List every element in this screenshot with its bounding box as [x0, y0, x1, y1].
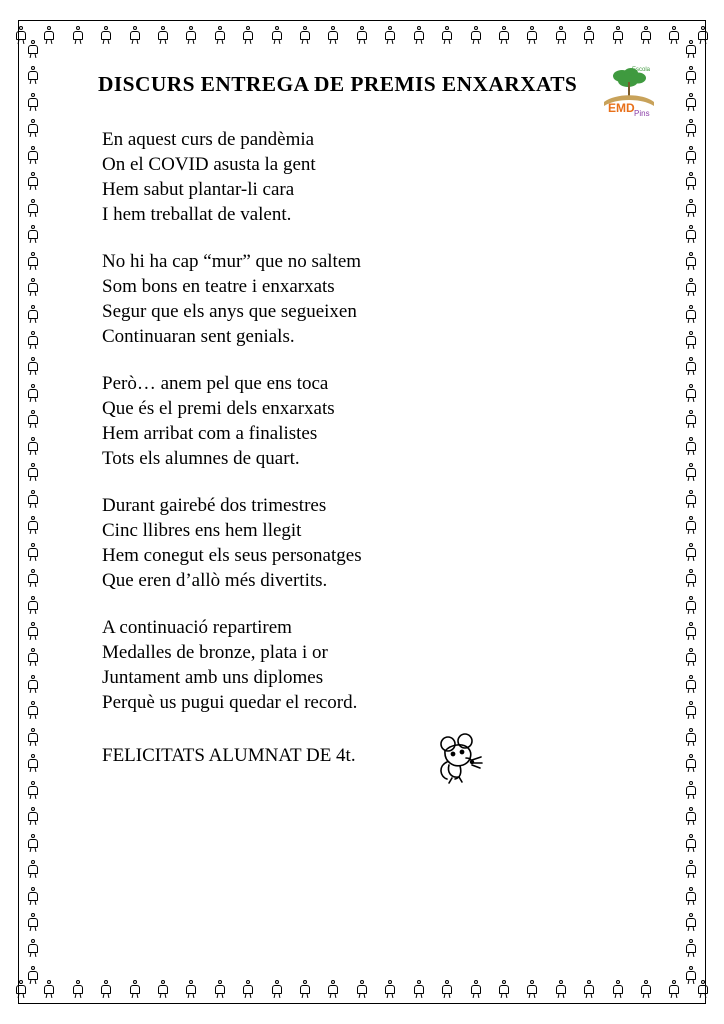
svg-text:Escola: Escola [632, 67, 651, 73]
closing-row [102, 743, 664, 803]
closing-line: FELICITATS ALUMNAT DE 4t. [102, 745, 356, 766]
poem-line: Hem arribat com a finalistes [102, 423, 318, 444]
poem-stanza [102, 493, 664, 593]
poem-line: I hem treballat de valent. [102, 204, 292, 225]
poem-line: Cinc llibres ens hem llegit [102, 520, 302, 541]
poem-line: Hem conegut els seus personatges [102, 545, 362, 566]
poem-stanza [102, 249, 664, 349]
poem-line: Perquè us pugui quedar el record. [102, 692, 358, 713]
document-content [60, 54, 664, 964]
poem-stanza [102, 615, 664, 715]
poem-line: Segur que els anys que segueixen [102, 301, 357, 322]
poem-stanza [102, 371, 664, 471]
poem-line: Que és el premi dels enxarxats [102, 398, 335, 419]
poem-line: Durant gairebé dos trimestres [102, 495, 327, 516]
poem-stanza [102, 127, 664, 227]
poem-line: On el COVID asusta la gent [102, 154, 316, 175]
poem-line: A continuació repartirem [102, 617, 292, 638]
poem-line: Hem sabut plantar-li cara [102, 179, 295, 200]
poem-line: Tots els alumnes de quart. [102, 448, 300, 469]
mouse-doodle-icon [432, 731, 496, 787]
poem-line: Som bons en teatre i enxarxats [102, 276, 335, 297]
poem-line: Medalles de bronze, plata i or [102, 642, 328, 663]
poem-body [102, 127, 664, 715]
page-title: DISCURS ENTREGA DE PREMIS ENXARXATS [98, 72, 578, 96]
poem-line: Que eren d’allò més divertits. [102, 570, 328, 591]
poem-line: No hi ha cap “mur” que no saltem [102, 251, 362, 272]
poem-line: Juntament amb uns diplomes [102, 667, 324, 688]
poem-line: Continuaran sent genials. [102, 326, 295, 347]
poem-line: Però… anem pel que ens toca [102, 373, 329, 394]
svg-text:EMD: EMD [608, 101, 635, 115]
svg-text:Pins: Pins [634, 109, 650, 118]
poem-line: En aquest curs de pandèmia [102, 129, 315, 150]
